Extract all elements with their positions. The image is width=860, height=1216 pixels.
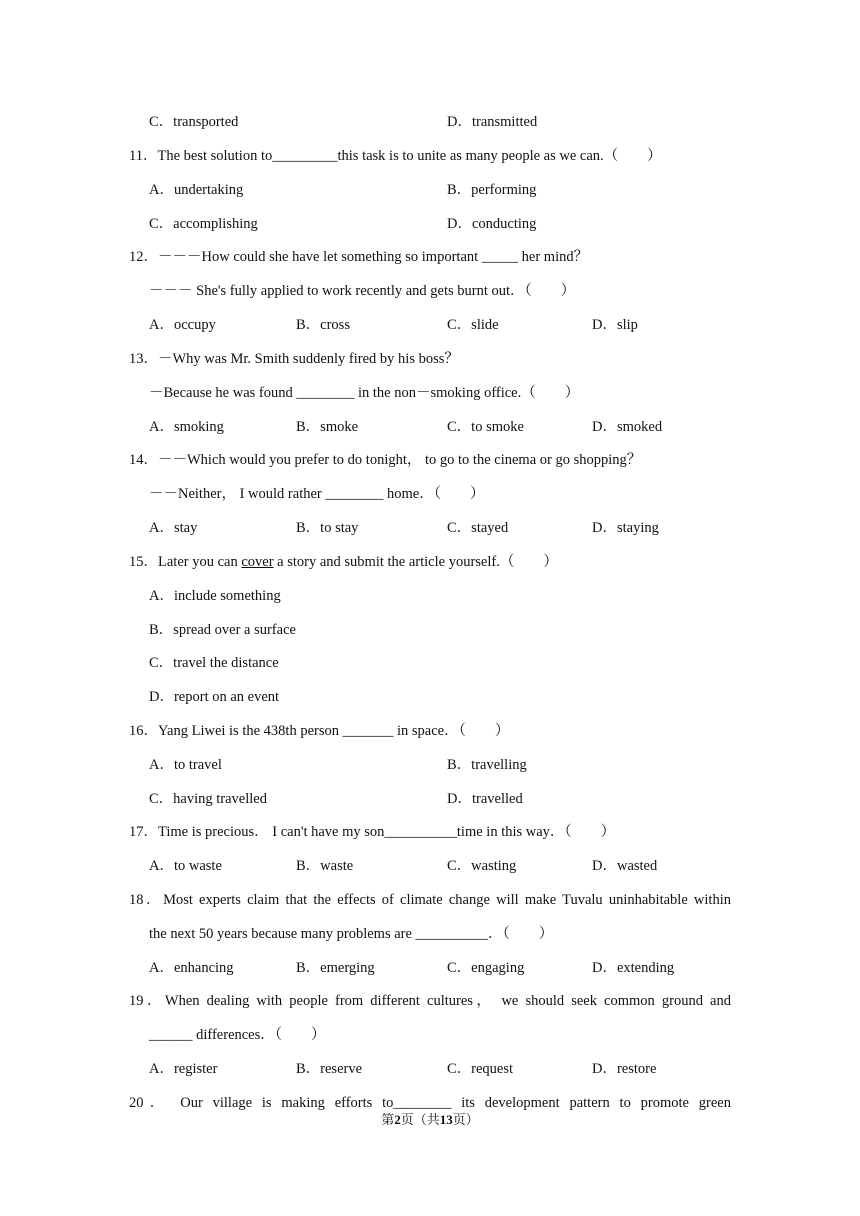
option-c: C．transported xyxy=(149,114,239,130)
footer-suffix: 页） xyxy=(452,1112,479,1127)
option-c: C．engaging xyxy=(447,960,525,976)
option-a: A．to waste xyxy=(149,858,222,874)
option-c: C．travel the distance xyxy=(149,655,279,671)
option-b: B．waste xyxy=(296,858,354,874)
option-c: C．having travelled xyxy=(149,791,267,807)
question-14-line2: －－Neither， I would rather ________ home．（ ） xyxy=(149,486,485,502)
question-20-line1: 20． Our village is making efforts to________ its development pattern to promote green xyxy=(129,1095,731,1111)
question-11-stem: 11．The best solution to_________this task is to unite as many people as we can.（ ） xyxy=(129,148,662,164)
option-a: A．smoking xyxy=(149,419,224,435)
option-a: A．undertaking xyxy=(149,182,244,198)
option-b: B．travelling xyxy=(447,757,527,773)
question-18-line2: the next 50 years because many problems are __________．（ ） xyxy=(149,926,554,942)
question-17-stem: 17．Time is precious． I can't have my son__________time in this way．（ ） xyxy=(129,824,616,840)
option-d: D．report on an event xyxy=(149,689,280,705)
page-footer xyxy=(0,1111,860,1129)
option-b: B．spread over a surface xyxy=(149,622,296,638)
option-b: B．to stay xyxy=(296,520,359,536)
question-13-line1: 13．－Why was Mr. Smith suddenly fired by his boss？ xyxy=(129,351,459,367)
option-b: B．emerging xyxy=(296,960,375,976)
page-number: 2 xyxy=(394,1112,401,1127)
stem-after: a story and submit the article yourself.（ ） xyxy=(273,554,558,570)
option-a: A．stay xyxy=(149,520,198,536)
question-16-stem: 16．Yang Liwei is the 438th person _______ in space．（ ） xyxy=(129,723,510,739)
option-d: D．transmitted xyxy=(447,114,538,130)
option-d: D．travelled xyxy=(447,791,523,807)
option-a: A．include something xyxy=(149,588,281,604)
question-12-line2: －－－ She's fully applied to work recently and gets burnt out．（ ） xyxy=(149,283,576,299)
option-c: C．request xyxy=(447,1061,514,1077)
option-d: D．smoked xyxy=(592,419,663,435)
question-14-line1: 14．－－Which would you prefer to do tonight， to go to the cinema or go shopping？ xyxy=(129,452,642,468)
option-c: C．wasting xyxy=(447,858,517,874)
option-c: C．accomplishing xyxy=(149,216,258,232)
option-d: D．conducting xyxy=(447,216,537,232)
option-d: D．extending xyxy=(592,960,675,976)
question-15-stem xyxy=(129,553,558,571)
option-d: D．staying xyxy=(592,520,659,536)
option-b: B．performing xyxy=(447,182,537,198)
option-d: D．slip xyxy=(592,317,638,333)
option-b: B．cross xyxy=(296,317,350,333)
option-c: C．stayed xyxy=(447,520,509,536)
underlined-word: cover xyxy=(241,554,274,570)
option-c: C．slide xyxy=(447,317,499,333)
footer-mid: 页（共 xyxy=(400,1112,440,1127)
option-a: A．to travel xyxy=(149,757,222,773)
option-b: B．reserve xyxy=(296,1061,363,1077)
question-12-line1: 12．－－－How could she have let something so important _____ her mind？ xyxy=(129,249,589,265)
page-total: 13 xyxy=(439,1112,453,1127)
option-c: C．to smoke xyxy=(447,419,524,435)
question-19-line2: ______ differences．（ ） xyxy=(149,1027,326,1043)
footer-prefix: 第 xyxy=(381,1112,395,1127)
option-a: A．enhancing xyxy=(149,960,234,976)
option-a: A．register xyxy=(149,1061,218,1077)
question-18-line1: 18．Most experts claim that the effects of climate change will make Tuvalu uninhabitable within xyxy=(129,892,731,908)
stem-before: 15．Later you can xyxy=(129,554,242,570)
option-d: D．wasted xyxy=(592,858,658,874)
option-b: B．smoke xyxy=(296,419,359,435)
question-13-line2: －Because he was found ________ in the non－smoking office.（ ） xyxy=(149,385,580,401)
question-19-line1: 19．When dealing with people from different cultures， we should seek common ground and xyxy=(129,993,731,1009)
option-a: A．occupy xyxy=(149,317,216,333)
option-d: D．restore xyxy=(592,1061,657,1077)
